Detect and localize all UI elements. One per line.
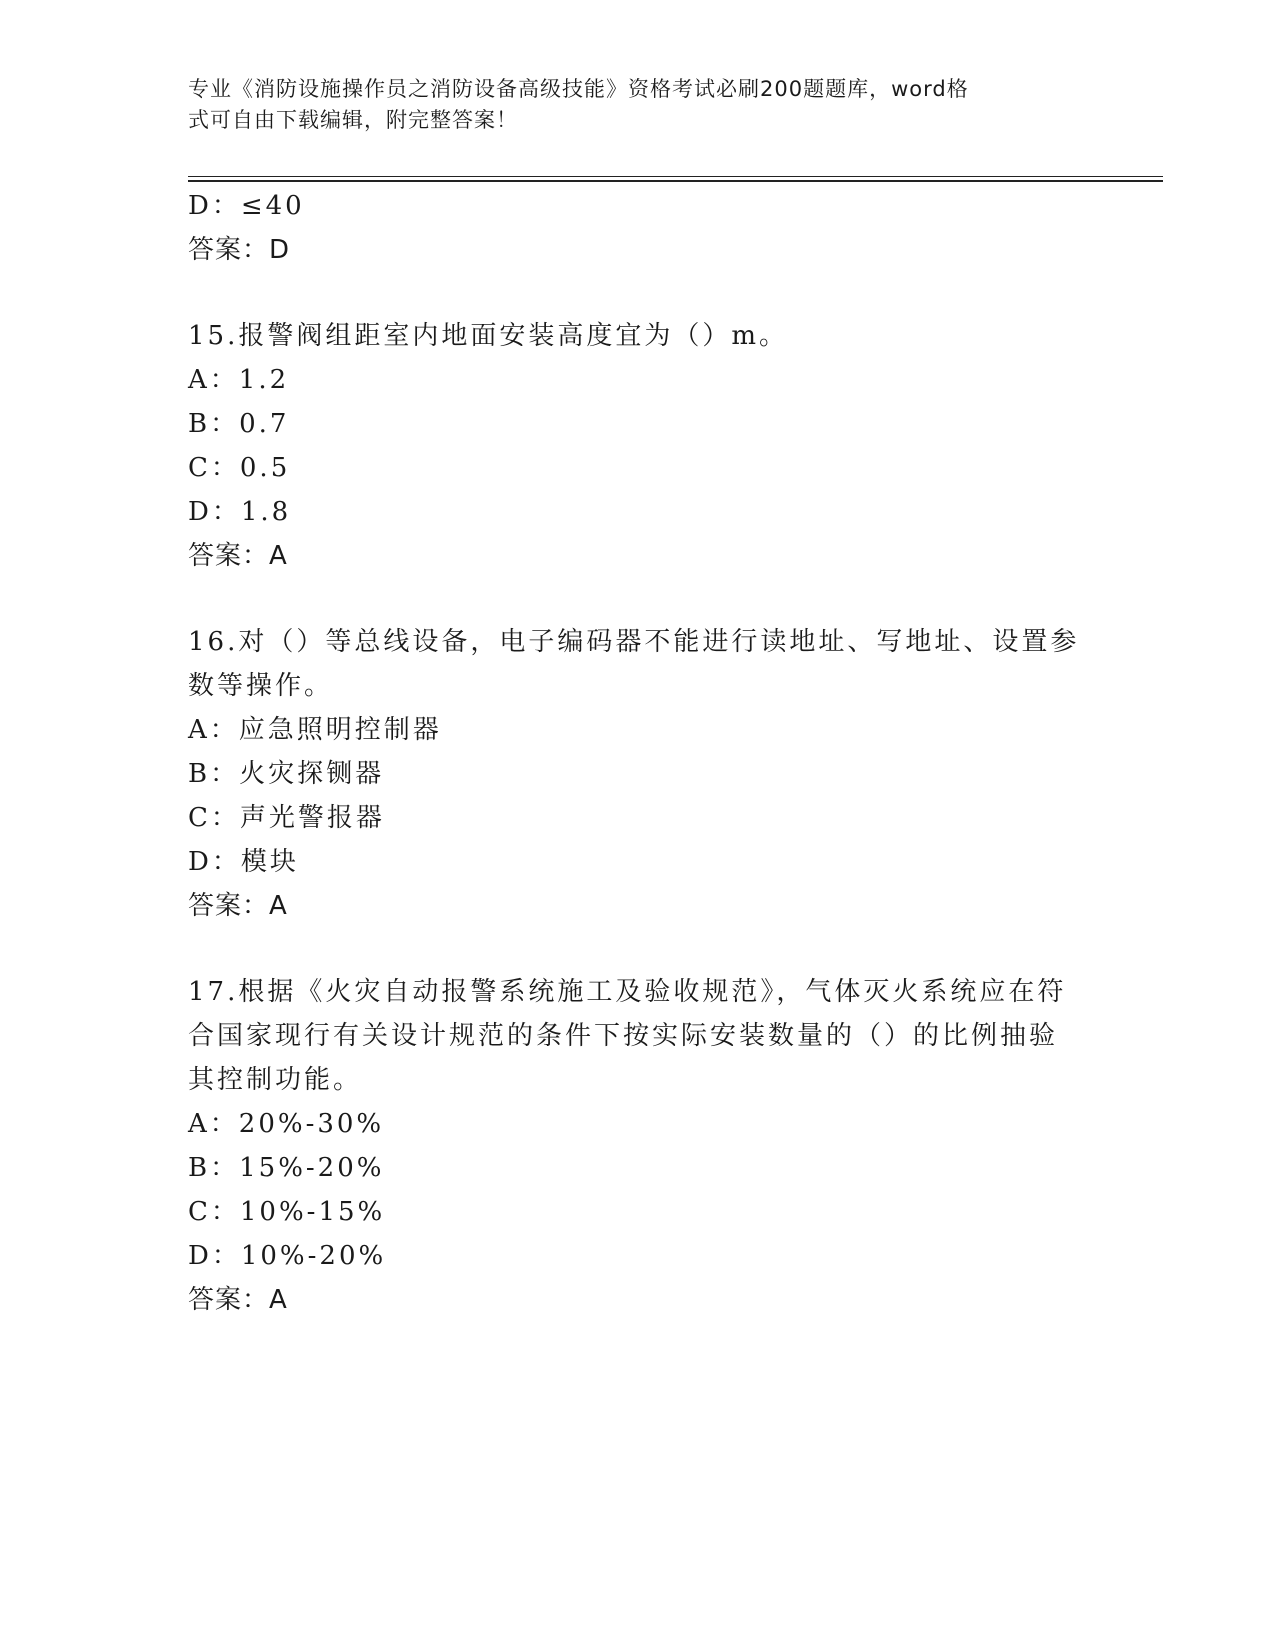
q17-answer: 答案：A: [188, 1285, 288, 1315]
header-line-2: 式可自由下载编辑，附完整答案！: [188, 108, 518, 132]
q15-option-d: D：1.8: [188, 497, 292, 527]
document-header: [188, 74, 1068, 136]
q15-option-c: C：0.5: [188, 453, 291, 483]
header-divider-thin: [188, 176, 1163, 177]
q17-option-b: B：15%-20%: [188, 1153, 385, 1183]
q16-stem-line-2: 数等操作。: [188, 671, 334, 701]
q15-answer: 答案：A: [188, 541, 288, 571]
q17-option-d: D：10%-20%: [188, 1241, 387, 1271]
q16-stem-line-1: 16.对（）等总线设备，电子编码器不能进行读地址、写地址、设置参: [188, 627, 1080, 657]
q15-stem-line-1: 15.报警阀组距室内地面安装高度宜为（）m。: [188, 321, 789, 351]
q15-option-a: A：1.2: [188, 365, 290, 395]
q16-option-c: C：声光警报器: [188, 803, 385, 833]
header-line-1: 专业《消防设施操作员之消防设备高级技能》资格考试必刷200题题库，word格: [188, 77, 969, 101]
q16-option-d: D：模块: [188, 847, 299, 877]
q16-option-a: A：应急照明控制器: [188, 715, 442, 745]
q17-option-c: C：10%-15%: [188, 1197, 386, 1227]
q17-stem-line-2: 合国家现行有关设计规范的条件下按实际安装数量的（）的比例抽验: [188, 1021, 1059, 1051]
q16-answer: 答案：A: [188, 891, 288, 921]
header-divider-thick: [188, 180, 1163, 182]
q17-stem-line-3: 其控制功能。: [188, 1065, 363, 1095]
q15-option-b: B：0.7: [188, 409, 290, 439]
q17-stem-line-1: 17.根据《火灾自动报警系统施工及验收规范》，气体灭火系统应在符: [188, 977, 1067, 1007]
q16-option-b: B：火灾探铡器: [188, 759, 385, 789]
prev-answer: 答案：D: [188, 235, 291, 265]
prev-option-d: D：≤40: [188, 191, 305, 221]
q17-option-a: A：20%-30%: [188, 1109, 385, 1139]
